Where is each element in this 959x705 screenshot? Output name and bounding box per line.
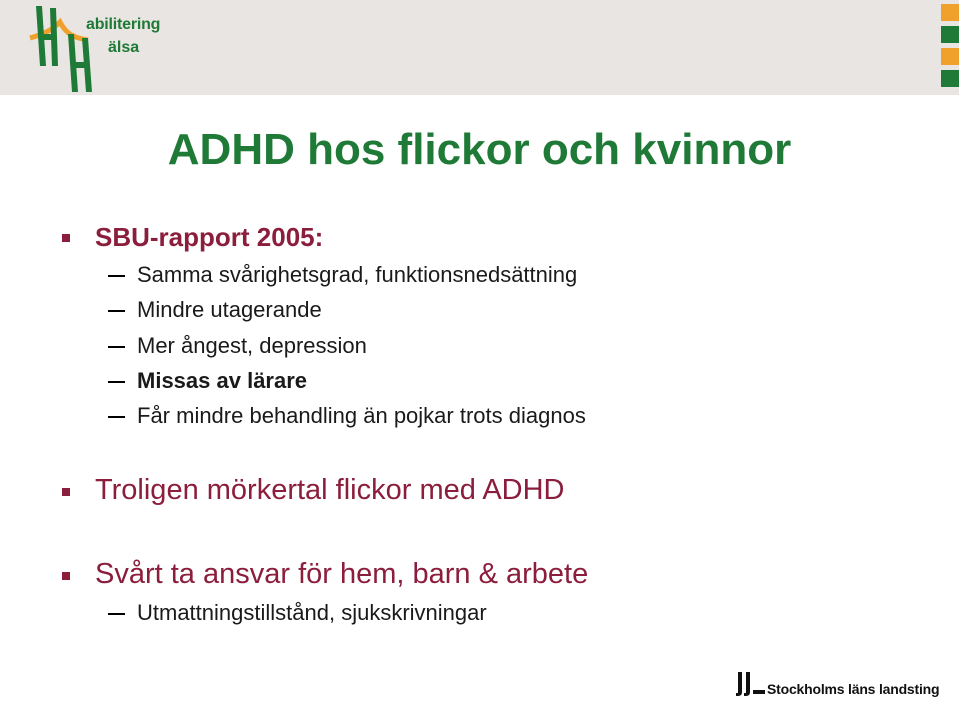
list-item: Missas av lärare [137,368,308,393]
section-heading-sbu: SBU-rapport 2005: [95,222,324,252]
dash-bullet-icon [108,381,125,383]
list-item: Får mindre behandling än pojkar trots diagnos [137,403,586,428]
dash-bullet-icon [108,416,125,418]
sll-mark-icon [735,672,765,700]
dash-bullet-icon [108,346,125,348]
list-item: Utmattningstillstånd, sjukskrivningar [137,600,487,625]
list-item: Samma svårighetsgrad, funktionsnedsättning [137,262,578,287]
footer-org-name: Stockholms läns landsting [767,681,940,697]
list-item: Mindre utagerande [137,297,322,322]
orange-square-icon [941,4,959,21]
green-square-icon [941,70,959,87]
orange-square-icon [941,48,959,65]
square-bullet-icon [62,572,70,580]
logo-text-line1: abilitering [86,16,161,33]
square-bullet-icon [62,488,70,496]
habilitering-halsa-logo [22,4,161,92]
list-item: Mer ångest, depression [137,333,367,358]
dash-bullet-icon [108,310,125,312]
decorative-squares [941,4,959,92]
section-heading-morkertal: Troligen mörkertal flickor med ADHD [95,474,565,506]
logo-text-line2: älsa [108,39,140,56]
dash-bullet-icon [108,275,125,277]
slide-title: ADHD hos flickor och kvinnor [167,125,792,174]
section-heading-ansvar: Svårt ta ansvar för hem, barn & arbete [95,558,589,590]
green-square-icon [941,26,959,43]
dash-bullet-icon [108,613,125,615]
square-bullet-icon [62,234,70,242]
